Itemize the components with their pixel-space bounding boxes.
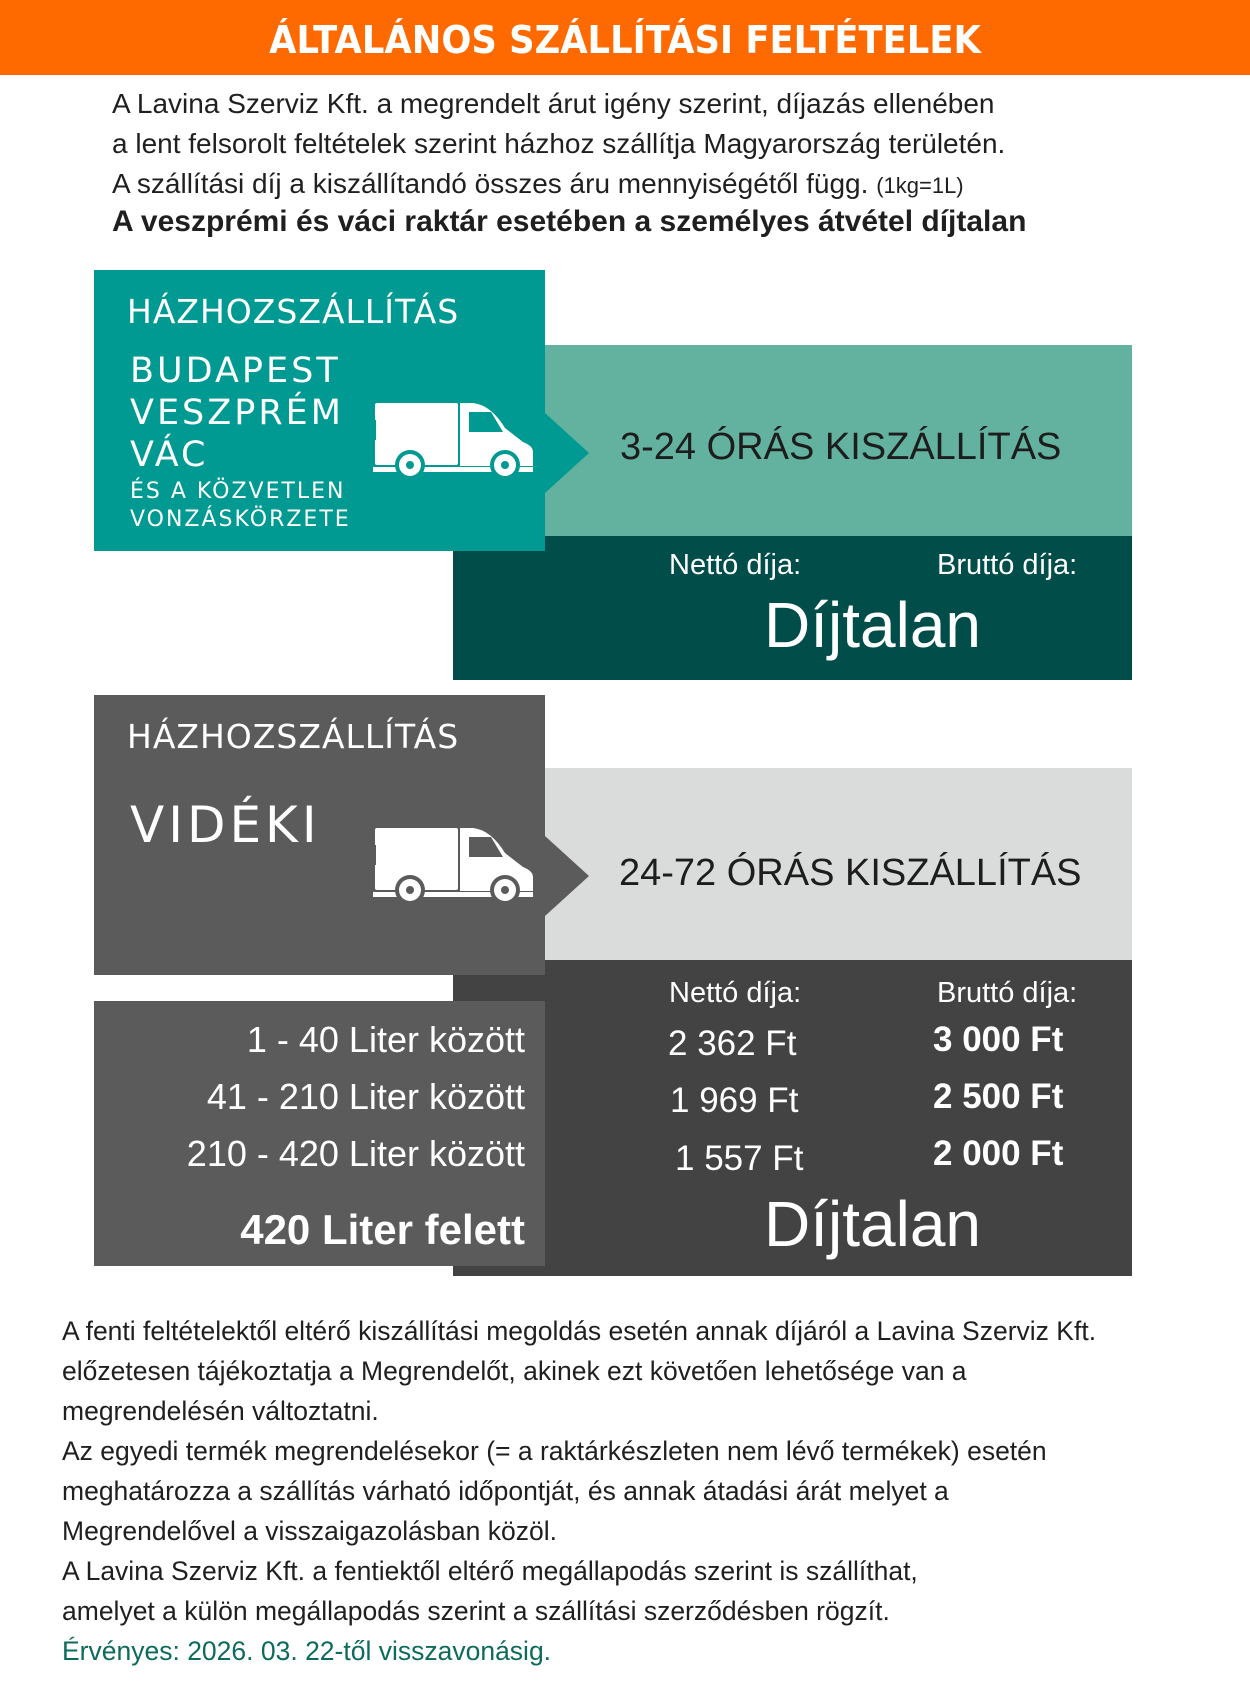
city-name: VESZPRÉM bbox=[130, 393, 344, 433]
footer-line: A Lavina Szerviz Kft. a fentiektől eltérő megállapodás szerint is szállíthat, bbox=[62, 1556, 918, 1586]
local-delivery-label: HÁZHOZSZÁLLÍTÁS bbox=[127, 292, 460, 331]
area-note: ÉS A KÖZVETLEN bbox=[130, 479, 346, 504]
intro-line-text: A szállítási díj a kiszállítandó összes áru mennyiségétől függ. bbox=[112, 168, 869, 199]
footer-text bbox=[62, 1311, 1096, 1671]
intro-line: a lent felsorolt feltételek szerint házhoz szállítja Magyarország területén. bbox=[112, 128, 1006, 159]
local-gross-label: Bruttó díja: bbox=[937, 549, 1078, 581]
tier-range: 210 - 420 Liter között bbox=[186, 1133, 525, 1174]
tier-net-price: 2 362 Ft bbox=[668, 1024, 797, 1063]
rural-arrow-icon bbox=[545, 836, 590, 916]
validity-note: Érvényes: 2026. 03. 22-től visszavonásig. bbox=[62, 1636, 552, 1666]
area-note: VONZÁSKÖRZETE bbox=[130, 507, 351, 532]
intro-text bbox=[112, 84, 1005, 206]
local-arrow-icon bbox=[545, 413, 590, 493]
city-name: BUDAPEST bbox=[130, 351, 341, 391]
unit-note: (1kg=1L) bbox=[876, 173, 964, 198]
delivery-van-icon bbox=[373, 400, 536, 480]
local-net-label: Nettó díja: bbox=[669, 549, 802, 581]
page-title: ÁLTALÁNOS SZÁLLÍTÁSI FELTÉTELEK bbox=[269, 18, 981, 62]
tier-net-price: 1 557 Ft bbox=[675, 1139, 804, 1178]
free-range: 420 Liter felett bbox=[240, 1206, 525, 1253]
tier-range: 1 - 40 Liter között bbox=[246, 1019, 525, 1060]
footer-line: A fenti feltételektől eltérő kiszállítási megoldás esetén annak díjáról a Lavina Szerviz Kft. bbox=[62, 1316, 1097, 1346]
footer-line: meghatározza a szállítás várható időpontját, és annak átadási árát melyet a bbox=[62, 1476, 949, 1506]
footer-line: amelyet a külön megállapodás szerint a szállítási szerződésben rögzít. bbox=[62, 1596, 890, 1626]
pickup-note: A veszprémi és váci raktár esetében a személyes átvétel díjtalan bbox=[112, 205, 1027, 238]
tier-range: 41 - 210 Liter között bbox=[206, 1076, 525, 1117]
footer-line: Az egyedi termék megrendelésekor (= a raktárkészleten nem lévő termékek) esetén bbox=[62, 1436, 1047, 1466]
intro-line: A Lavina Szerviz Kft. a megrendelt árut igény szerint, díjazás ellenében bbox=[112, 88, 995, 119]
footer-line: Megrendelővel a visszaigazolásban közöl. bbox=[62, 1516, 557, 1546]
footer-line: előzetesen tájékoztatja a Megrendelőt, akinek ezt követően lehetősége van a bbox=[62, 1356, 967, 1386]
rural-delivery-time: 24-72 ÓRÁS KISZÁLLÍTÁS bbox=[619, 852, 1082, 894]
city-name: VÁC bbox=[130, 435, 209, 475]
tier-gross-price: 2 000 Ft bbox=[933, 1134, 1064, 1173]
tier-net-price: 1 969 Ft bbox=[670, 1081, 799, 1120]
footer-line: megrendelésén változtatni. bbox=[62, 1396, 379, 1426]
rural-region: VIDÉKI bbox=[130, 796, 321, 854]
intro-line bbox=[112, 164, 1005, 206]
local-fee-value: Díjtalan bbox=[764, 589, 981, 661]
local-cities bbox=[130, 350, 351, 534]
tier-gross-price: 3 000 Ft bbox=[933, 1020, 1064, 1059]
delivery-van-icon bbox=[373, 825, 536, 905]
rural-net-label: Nettó díja: bbox=[669, 977, 802, 1009]
rural-delivery-label: HÁZHOZSZÁLLÍTÁS bbox=[127, 717, 460, 756]
local-delivery-time: 3-24 ÓRÁS KISZÁLLÍTÁS bbox=[620, 426, 1062, 468]
rural-free-fee: Díjtalan bbox=[764, 1188, 981, 1260]
rural-gross-label: Bruttó díja: bbox=[937, 977, 1078, 1009]
tier-gross-price: 2 500 Ft bbox=[933, 1077, 1064, 1116]
